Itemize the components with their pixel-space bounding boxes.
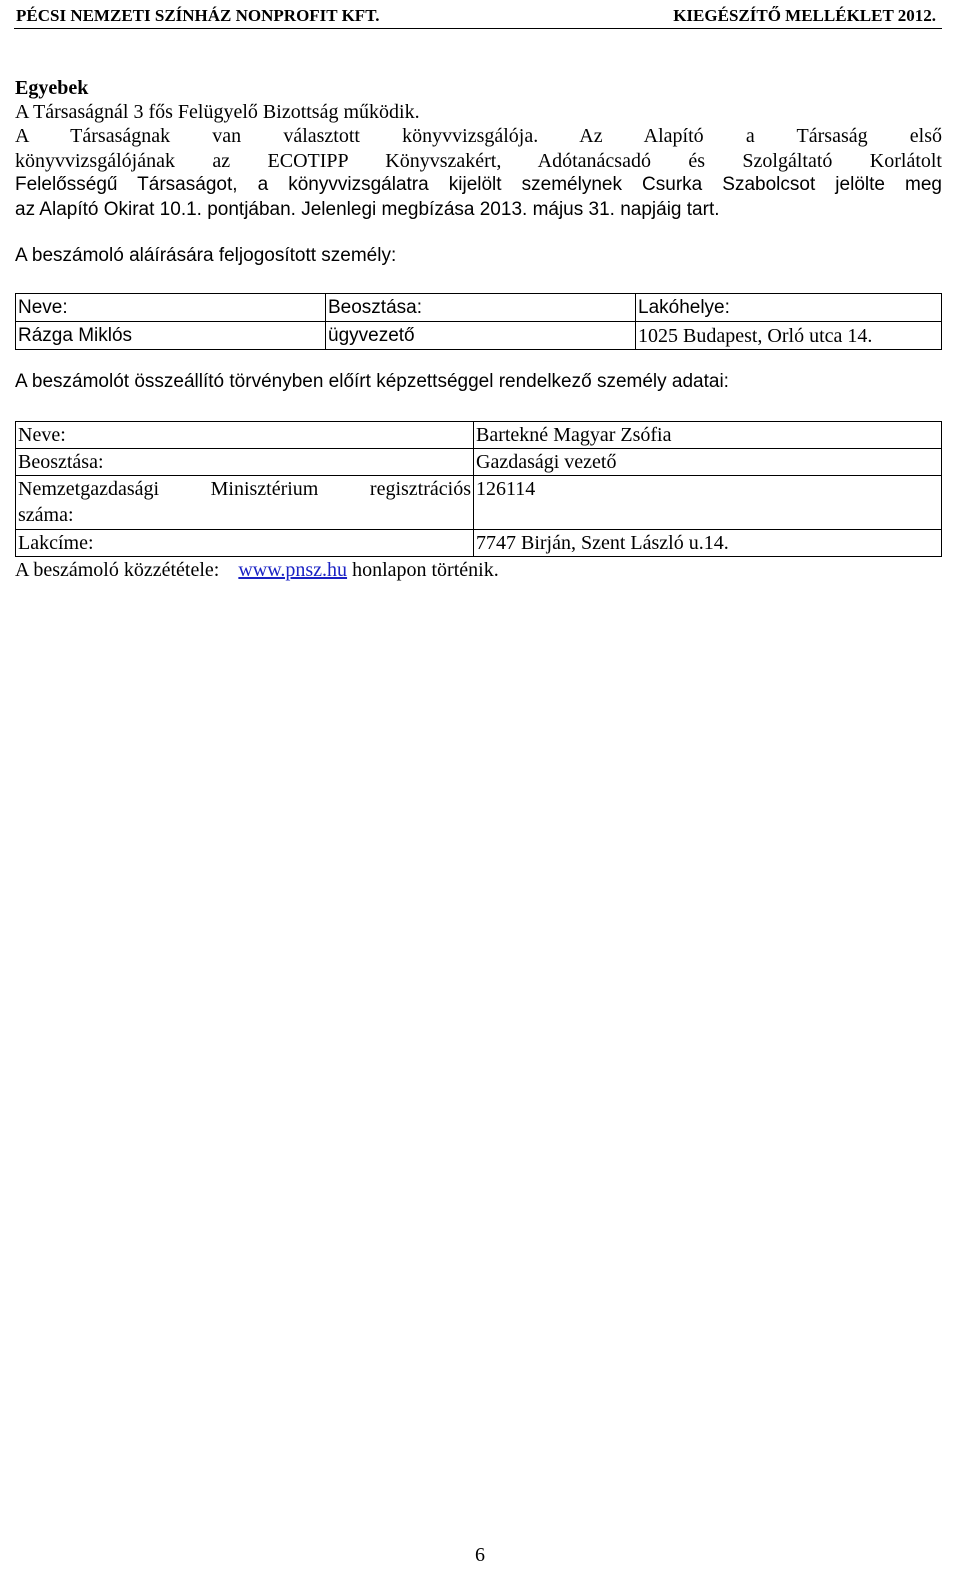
signer-table [15,293,942,350]
table-row [16,530,942,557]
table-row [16,422,942,449]
signer-position: ügyvezető [326,322,636,350]
auditor-paragraph-line: Felelősségű Társaságot, a könyvvizsgálatra kijelölt személynek Csurka Szabolcsot jelölte meg [15,174,942,195]
section-title: Egyebek [15,77,89,99]
compiler-table [15,421,942,557]
publication-suffix: honlapon történik. [352,559,499,581]
compiler-registration-label [16,476,474,530]
compiler-position-value: Gazdasági vezető [474,449,942,476]
compiler-address-value: 7747 Birján, Szent László u.14. [474,530,942,557]
table-row [16,476,942,530]
header-company-name: PÉCSI NEMZETI SZÍNHÁZ NONPROFIT KFT. [16,6,380,25]
page-content [15,76,942,582]
page-number: 6 [475,1544,485,1566]
table-row [16,322,942,350]
signer-header-residence: Lakóhelye: [636,294,942,322]
supervisory-board-text: A Társaságnál 3 fős Felügyelő Bizottság működik. [15,101,420,123]
table-row [16,294,942,322]
registration-label-line: Nemzetgazdasági Minisztérium regisztrációs [18,478,471,500]
publication-prefix: A beszámoló közzététele: [15,559,220,581]
auditor-paragraph-line: A Társaságnak van választott könyvvizsgálója. Az Alapító a Társaság első [15,125,942,147]
auditor-paragraph-line: az Alapító Okirat 10.1. pontjában. Jelenlegi megbízása 2013. május 31. napjáig tart. [15,198,720,220]
compiler-registration-value: 126114 [474,476,942,530]
compiler-position-label: Beosztása: [16,449,474,476]
compiler-name-label: Neve: [16,422,474,449]
signer-header-position: Beosztása: [326,294,636,322]
publication-note [15,558,942,582]
signer-name: Rázga Miklós [16,322,326,350]
compiler-address-label: Lakcíme: [16,530,474,557]
auditor-paragraph-line: könyvvizsgálójának az ECOTIPP Könyvszakért, Adótanácsadó és Szolgáltató Korlátolt [15,149,942,172]
signer-label: A beszámoló aláírására feljogosított személy: [15,245,397,266]
page-header [14,4,942,29]
signer-header-name: Neve: [16,294,326,322]
table-row [16,449,942,476]
compiler-label: A beszámolót összeállító törvényben előírt képzettséggel rendelkező személy adatai: [15,371,729,392]
website-link[interactable]: www.pnsz.hu [238,559,348,581]
registration-label-line: száma: [18,504,74,526]
auditor-paragraph [15,124,942,222]
header-document-title: KIEGÉSZÍTŐ MELLÉKLET 2012. [673,6,936,25]
signer-residence: 1025 Budapest, Orló utca 14. [636,322,942,350]
compiler-name-value: Bartekné Magyar Zsófia [474,422,942,449]
